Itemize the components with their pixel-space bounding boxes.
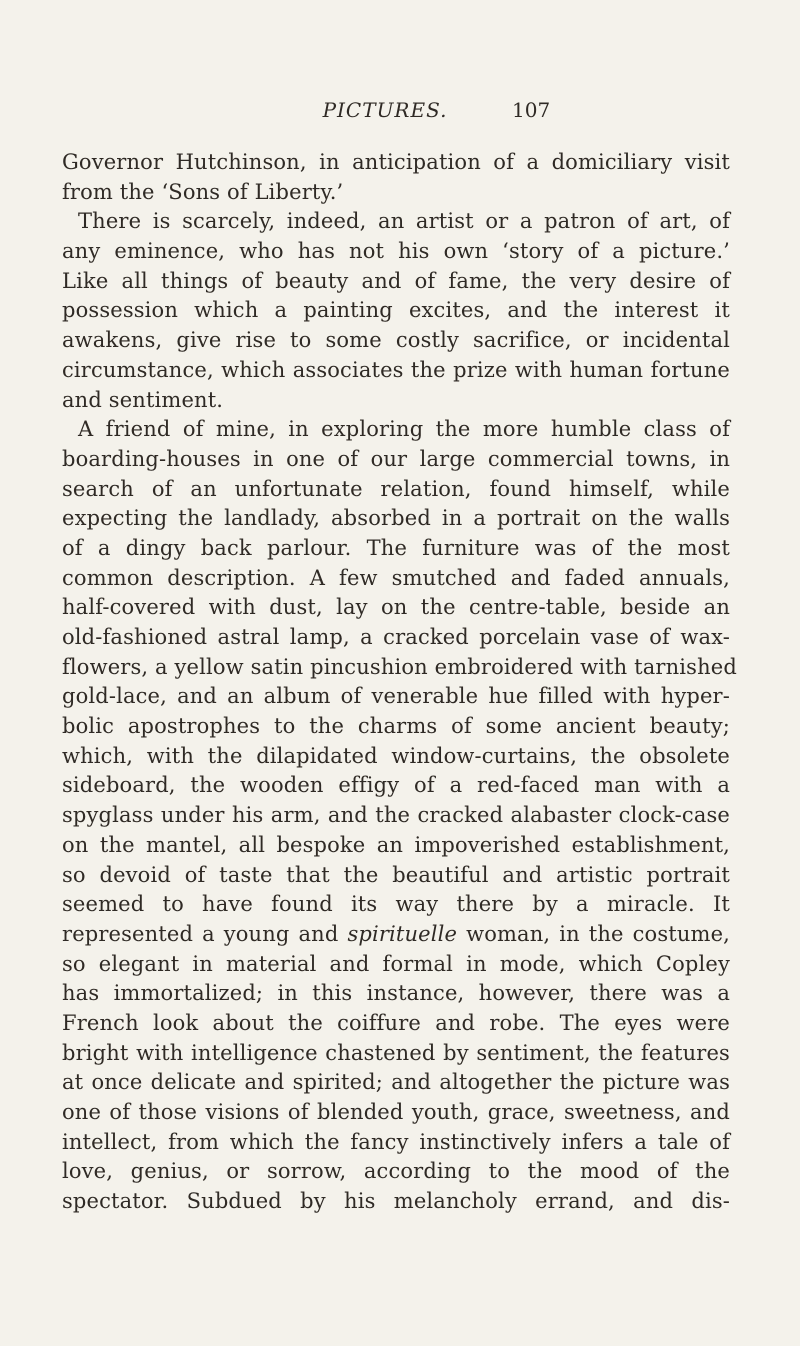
text-line: boarding-houses in one of our large commercial towns, in (62, 446, 730, 471)
text-line: on the mantel, all bespoke an impoverished establishment, (62, 832, 730, 857)
body-text (62, 148, 737, 1217)
text-line: has immortalized; in this instance, however, there was a (62, 981, 730, 1006)
text-line: French look about the coiffure and robe. The eyes were (62, 1010, 730, 1035)
text-line: A friend of mine, in exploring the more humble class of (78, 417, 730, 442)
running-title: PICTURES. (322, 98, 448, 122)
text-line: intellect, from which the fancy instinctively infers a tale of (62, 1129, 730, 1154)
text-line: from the ‘Sons of Liberty.’ (62, 179, 344, 204)
text-line: so devoid of taste that the beautiful and artistic portrait (62, 862, 730, 887)
text-line: flowers, a yellow satin pincushion embroidered with tarnished (62, 654, 737, 679)
text-line: Like all things of beauty and of fame, the very desire of (62, 268, 730, 293)
text-line: at once delicate and spirited; and altogether the picture was (62, 1070, 730, 1095)
text-line: common description. A few smutched and faded annuals, (62, 565, 730, 590)
text-line: There is scarcely, indeed, an artist or a patron of art, of (78, 209, 730, 234)
text-line: search of an unfortunate relation, found himself, while (62, 476, 730, 501)
text-line: seemed to have found its way there by a miracle. It (62, 892, 730, 917)
text-line: any eminence, who has not his own ‘story of a picture.’ (62, 239, 730, 264)
text-line: awakens, give rise to some costly sacrifice, or incidental (62, 328, 730, 353)
text-line: spectator. Subdued by his melancholy errand, and dis- (62, 1189, 730, 1214)
text-line: half-covered with dust, lay on the centre-table, beside an (62, 595, 730, 620)
text-line: gold-lace, and an album of venerable hue filled with hyper- (62, 684, 730, 709)
text-line-with-italic (62, 920, 730, 950)
text-line: circumstance, which associates the prize with human fortune (62, 357, 730, 382)
text-line: so elegant in material and formal in mode, which Copley (62, 951, 730, 976)
text-line: old-fashioned astral lamp, a cracked porcelain vase of wax- (62, 625, 730, 649)
text-line: one of those visions of blended youth, grace, sweetness, and (62, 1100, 730, 1124)
text-line: bright with intelligence chastened by sentiment, the features (62, 1040, 730, 1065)
text-line: of a dingy back parlour. The furniture was of the most (62, 535, 730, 560)
text-line: Governor Hutchinson, in anticipation of a domiciliary visit (62, 150, 730, 174)
text-segment: woman, in the costume, (457, 921, 730, 946)
text-line: expecting the landlady, absorbed in a portrait on the walls (62, 506, 730, 531)
text-line: bolic apostrophes to the charms of some ancient beauty; (62, 714, 730, 739)
text-line: spyglass under his arm, and the cracked alabaster clock-case (62, 803, 730, 828)
text-line: and sentiment. (62, 387, 224, 412)
text-line: possession which a painting excites, and the interest it (62, 298, 730, 323)
text-line: sideboard, the wooden effigy of a red-faced man with a (62, 773, 730, 798)
italic-word: spirituelle (347, 921, 458, 946)
text-line: which, with the dilapidated window-curtains, the obsolete (62, 743, 730, 768)
page-number: 107 (512, 98, 551, 122)
text-line: love, genius, or sorrow, according to the mood of the (62, 1159, 730, 1184)
text-segment: represented a young and (62, 921, 348, 946)
